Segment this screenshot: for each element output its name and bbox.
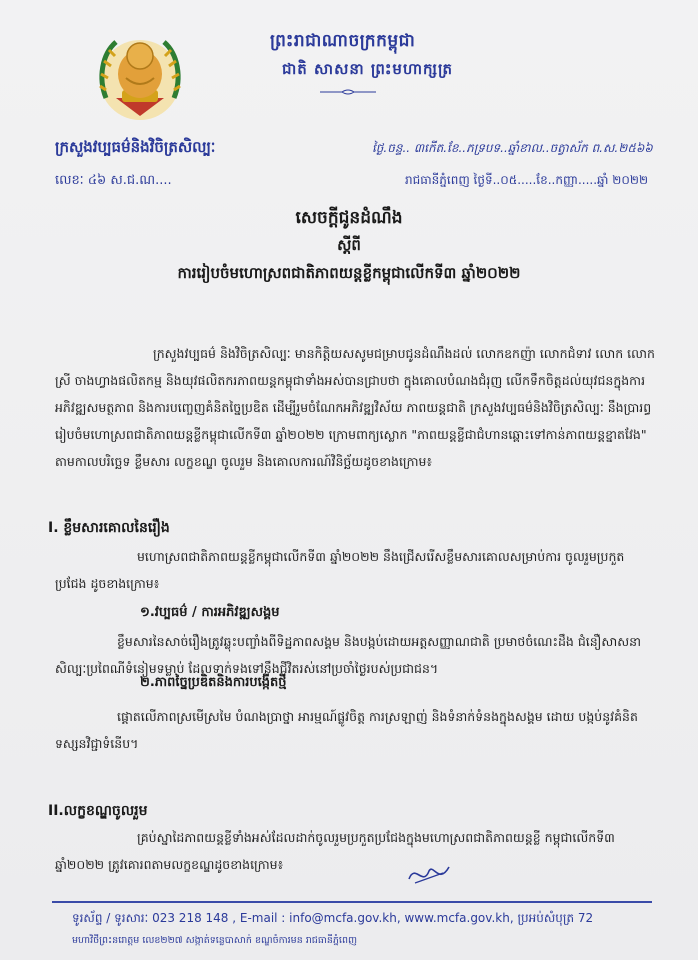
intro-paragraph: ក្រសួងវប្បធម៌ និងវិចិត្រសិល្បៈ មានកិត្តិយសសូមជម្រាបជូនដំណឹងដល់ លោកឧកញ៉ា លោកជំទាវ លោក លោកស្រី ចាងហ្វាងផលិតកម្ម និងយុវផលិតករភាពយន្តកម្ពុជាទាំងអស់បានជ្រាបថា ក្នុងគោលបំណងជំរុញ លើកទឹកចិត្តដល់យុវជនក្នុងការអភិវឌ្ឍសមត្ថភាព និងការបញ្ចេញគំនិតច្នៃប្រឌិត ដើម្បីរួមចំណែកអភិវឌ្ឍវិស័យ ភាពយន្តជាតិ ក្រសួងវប្បធម៌និងវិចិត្រសិល្បៈ នឹងប្រារព្ធរៀបចំមហោស្រពជាតិភាពយន្តខ្លីកម្ពុជាលើកទី៣ ឆ្នាំ២០២២ ក្រោមពាក្យស្លោក "ភាពយន្តខ្លីជាជំហានឆ្ពោះទៅកាន់ភាពយន្តខ្នាតវែង" តាមកាលបរិច្ឆេទ ខ្លឹមសារ លក្ខខណ្ឌ ចូលរួម និងគោលការណ៍វិនិច្ឆ័យដូចខាងក្រោម៖ — [55, 346, 655, 469]
ministry-name: ក្រសួងវប្បធម៌និងវិចិត្រសិល្បៈ — [55, 138, 216, 156]
section-2-paragraph: គ្រប់ស្នាដៃភាពយន្តខ្លីទាំងអស់ដែលដាក់ចូលរួមប្រកួតប្រជែងក្នុងមហោស្រពជាតិភាពយន្តខ្លី កម្ពុជាលើកទី៣ ឆ្នាំ២០២២ ត្រូវគោរពតាមលក្ខខណ្ឌដូចខាងក្រោម៖ — [55, 830, 615, 872]
document-title: សេចក្ដីជូនដំណឹង — [295, 208, 403, 228]
ministry-emblem-logo — [92, 28, 188, 124]
signature-initial-icon — [405, 859, 453, 889]
section-2-heading: II.លក្ខខណ្ឌចូលរួម — [48, 803, 148, 819]
motto-ornament — [318, 88, 378, 96]
footer-contact: ទូរស័ព្ទ / ទូរសារៈ 023 218 148 , E-mail : info@mcfa.gov.kh, www.mcfa.gov.kh, ប្រអប់សំបុត្រ 72 — [72, 911, 594, 925]
lunar-date: ថ្ងៃ.ចន្ទ.. ៣កើត.ខែ..ភទ្របទ..ឆ្នាំខាល..ចត្វាស័ក ព.ស.២៥៦៦ — [372, 141, 653, 155]
footer-divider — [52, 901, 652, 903]
reference-number: លេខៈ ៤៦ ស.ជ.ណ.... — [55, 173, 172, 188]
subsection-2-paragraph: ផ្ដោតលើភាពស្រមើស្រមៃ បំណងប្រាថ្នា អារម្មណ៍ផ្លូវចិត្ត ការស្រឡាញ់ និងទំនាក់ទំនងក្នុងសង្គម ដោយ បង្កប់នូវគំនិតទស្សនវិជ្ជាទំនើប។ — [55, 709, 638, 751]
footer-address: មហាវិថីព្រះនរោត្តម លេខ២២៧ សង្កាត់ទន្លេបាសាក់ ខណ្ឌចំការមន រាជធានីភ្នំពេញ — [72, 935, 358, 946]
document-subject-label: ស្ដីពី — [337, 236, 361, 254]
kingdom-header: ព្រះរាជាណាចក្រកម្ពុជា — [270, 31, 416, 51]
subsection-2-heading: ២.ភាពច្នៃប្រឌិតនិងការបង្កើតថ្មី — [140, 675, 287, 690]
subsection-1-heading: ១.វប្បធម៌ / ការអភិវឌ្ឍសង្គម — [140, 605, 280, 620]
section-1-heading: I. ខ្លឹមសារគោលនៃរឿង — [48, 520, 170, 536]
solar-date: រាជធានីភ្នំពេញ ថ្ងៃទី..០៥.....ខែ..កញ្ញា.....ឆ្នាំ ២០២២ — [405, 173, 649, 187]
document-subject: ការរៀបចំមហោស្រពជាតិភាពយន្តខ្លីកម្ពុជាលើកទី៣ ឆ្នាំ២០២២ — [177, 264, 521, 282]
section-1-paragraph: មហោស្រពជាតិភាពយន្តខ្លីកម្ពុជាលើកទី៣ ឆ្នាំ២០២២ នឹងជ្រើសរើសខ្លឹមសារគោលសម្រាប់ការ ចូលរួមប្រកួតប្រជែង ដូចខាងក្រោម៖ — [55, 549, 625, 591]
national-motto: ជាតិ សាសនា ព្រះមហាក្សត្រ — [282, 60, 453, 78]
subsection-1-paragraph: ខ្លឹមសារនៃសាច់រឿងត្រូវឆ្លុះបញ្ចាំងពីទិដ្ឋភាពសង្គម និងបង្កប់ដោយអត្តសញ្ញាណជាតិ ប្រមាថចំណេះដឹង ជំនឿសាសនា សិល្បៈប្រពៃណីទំនៀមទម្លាប់ ដែលទាក់ទងទៅនឹងជីវិតរស់នៅប្រចាំថ្ងៃរបស់ប្រជាជន។ — [55, 634, 642, 676]
